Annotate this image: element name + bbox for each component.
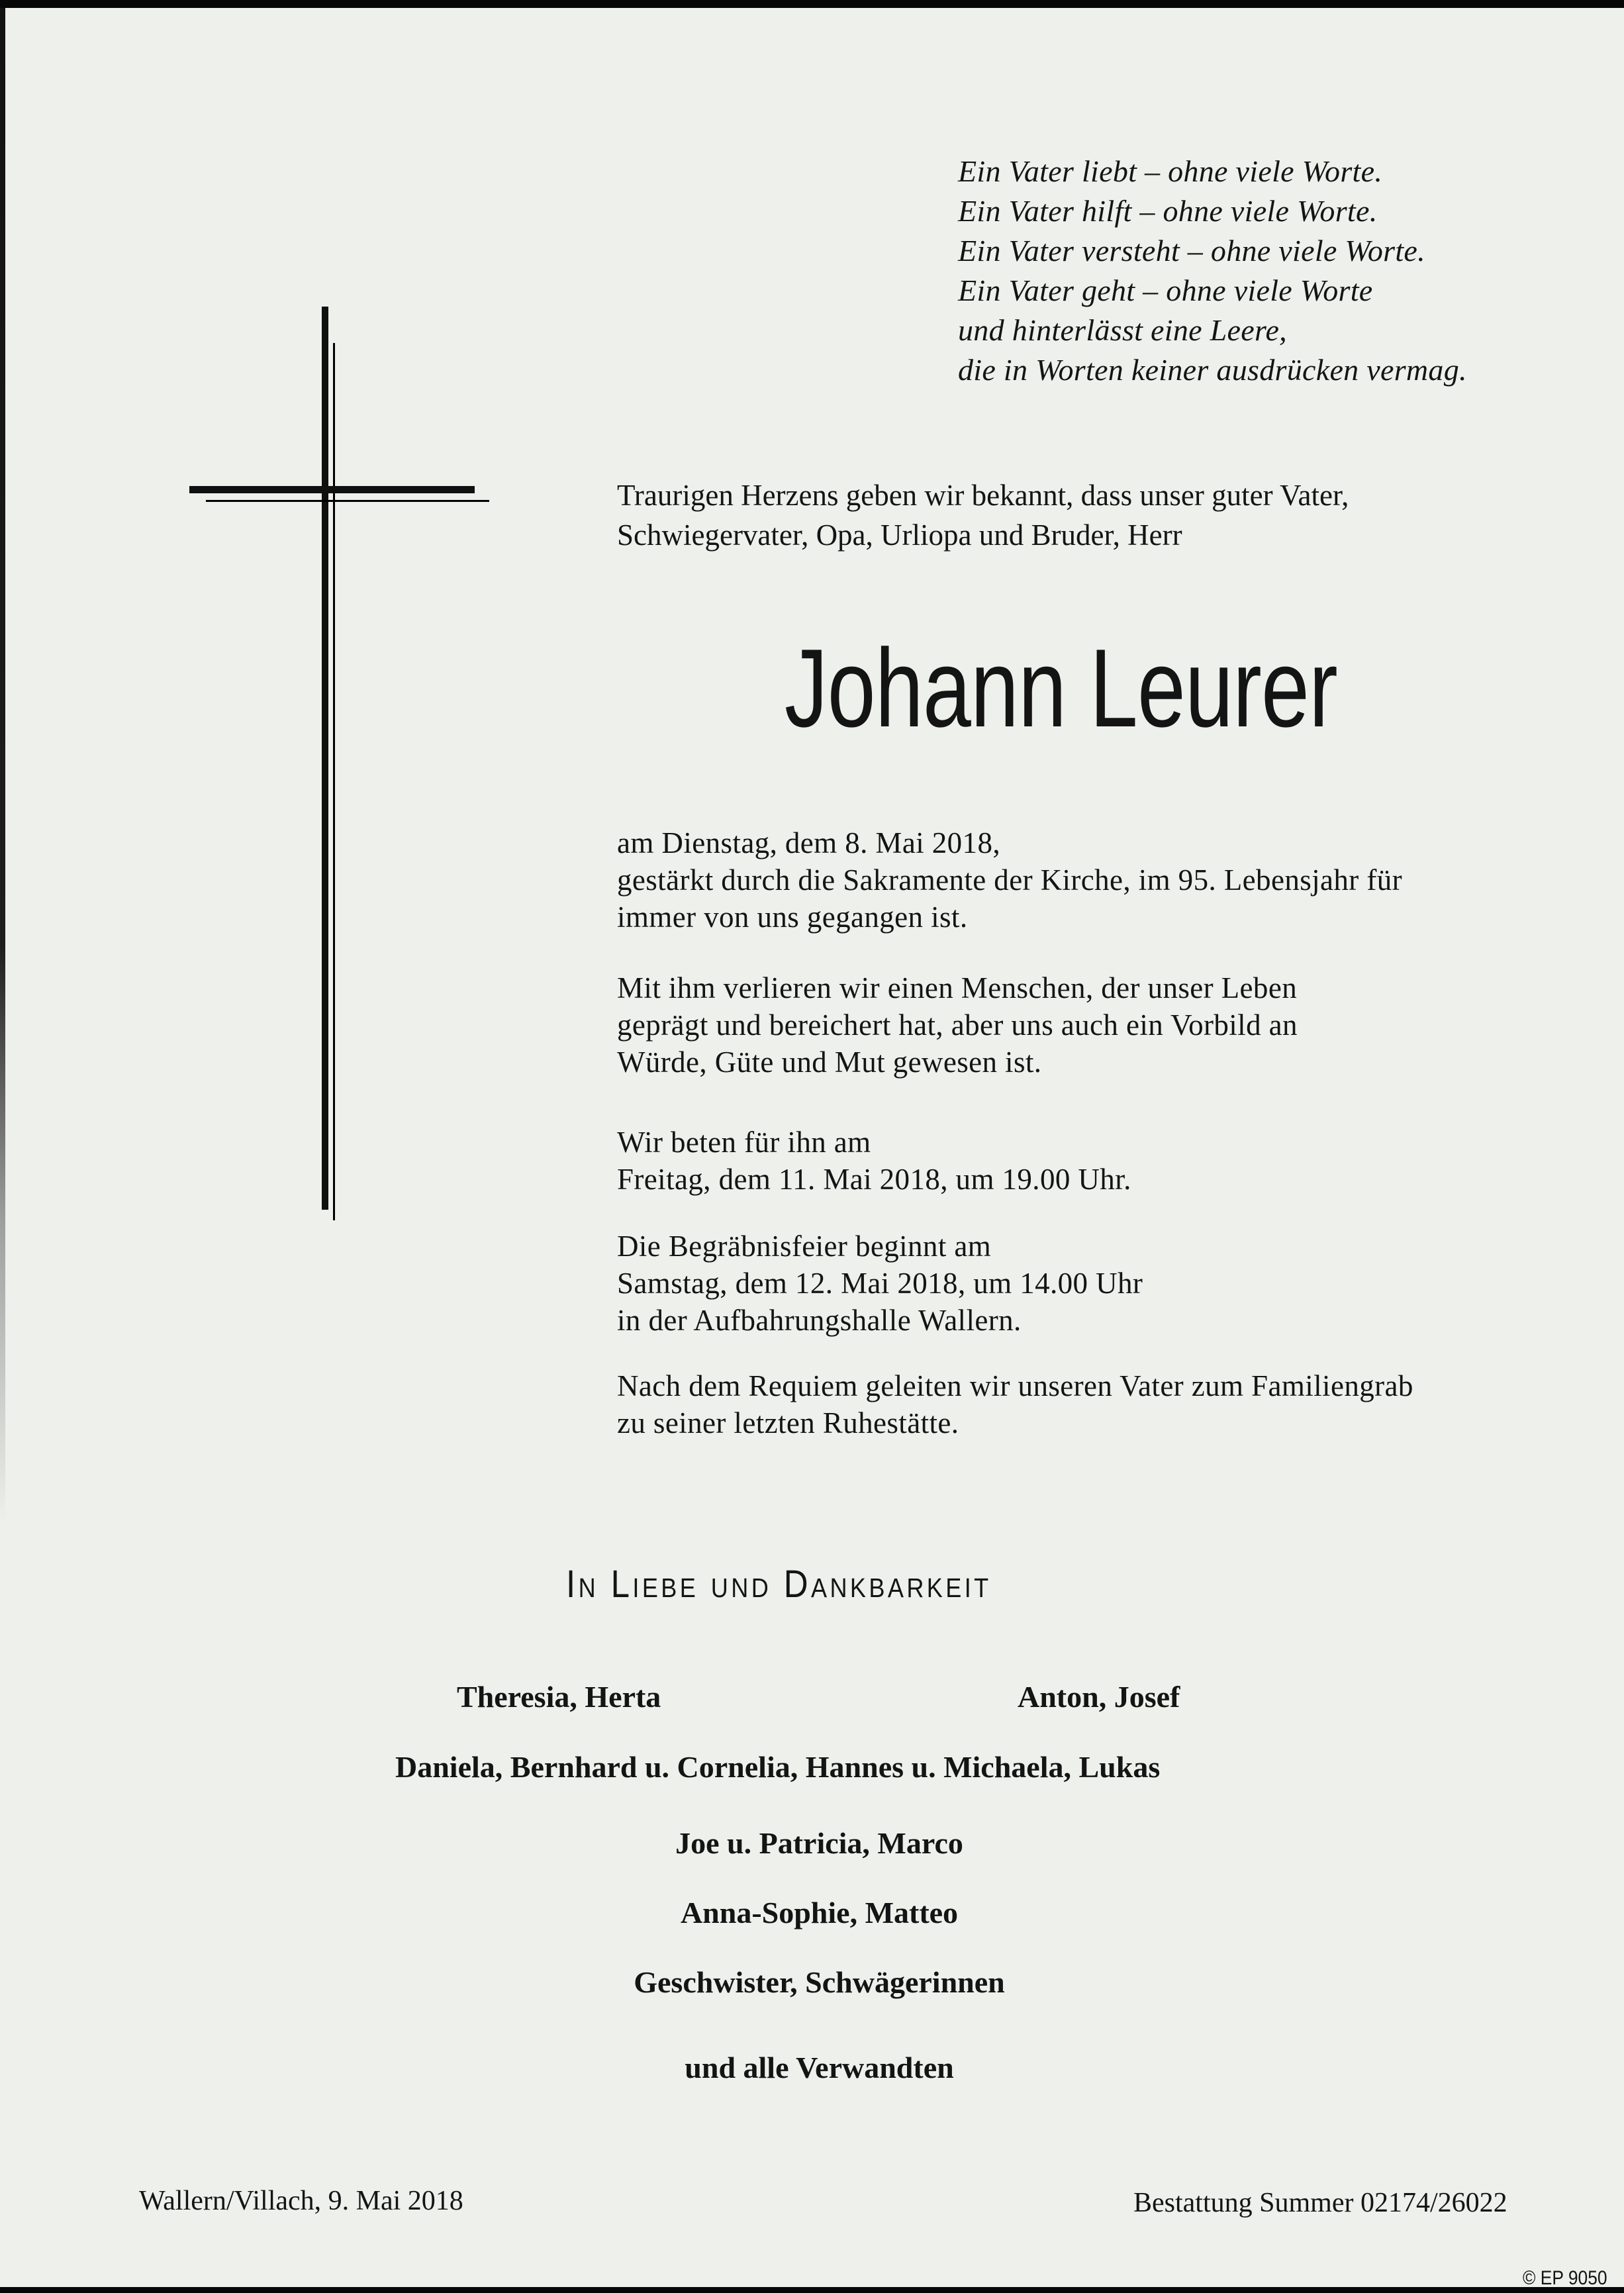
funeral-home-contact: Bestattung Summer 02174/26022 [1133,2188,1507,2218]
paragraph-line: Samstag, dem 12. Mai 2018, um 14.00 Uhr [617,1267,1143,1300]
poem-line: Ein Vater hilft – ohne viele Worte. [958,194,1378,228]
paragraph-line: geprägt und bereichert hat, aber uns auch ein Vorbild an [617,1008,1298,1042]
tribute-paragraph [617,969,1298,1081]
paragraph-line: gestärkt durch die Sakramente der Kirche, im 95. Lebensjahr für [617,863,1403,897]
announcement-line: Traurigen Herzens geben wir bekannt, dass unser guter Vater, [617,479,1349,512]
paragraph-line: Mit ihm verlieren wir einen Menschen, der unser Leben [617,971,1298,1004]
poem [958,152,1467,390]
poem-line: die in Worten keiner ausdrücken vermag. [958,353,1467,387]
scan-edge-bottom [0,2287,1624,2293]
mourner-name: Geschwister, Schwägerinnen [634,1965,1005,1999]
mourner-name: und alle Verwandten [685,2051,954,2084]
mourner-name: Anton, Josef [1018,1680,1180,1714]
scan-edge-top [0,0,1624,8]
paragraph-line: Nach dem Requiem geleiten wir unseren Vater zum Familiengrab [617,1369,1413,1402]
deceased-name: Johann Leurer [785,626,1337,750]
funeral-paragraph [617,1228,1143,1339]
poem-line: Ein Vater geht – ohne viele Worte [958,273,1373,307]
mourner-name: Joe u. Patricia, Marco [675,1826,963,1860]
paragraph-line: immer von uns gegangen ist. [617,901,968,934]
closing-heading: In Liebe und Dankbarkeit [566,1563,992,1606]
paragraph-line: Die Begräbnisfeier beginnt am [617,1230,992,1263]
mourner-name: Theresia, Herta [457,1680,661,1714]
poem-line: und hinterlässt eine Leere, [958,313,1287,347]
poem-line: Ein Vater liebt – ohne viele Worte. [958,154,1383,188]
requiem-paragraph [617,1367,1413,1441]
mourner-name: Anna-Sophie, Matteo [680,1896,959,1929]
paragraph-line: Würde, Güte und Mut gewesen ist. [617,1046,1042,1079]
cross-vertical-thin-line [333,343,335,1220]
place-date: Wallern/Villach, 9. Mai 2018 [139,2186,463,2216]
cross-horizontal-thick-line [189,486,475,493]
announcement-line: Schwiegervater, Opa, Urliopa und Bruder, Herr [617,518,1182,552]
cross-vertical-thick-line [322,307,328,1210]
mourner-name: Daniela, Bernhard u. Cornelia, Hannes u. Michaela, Lukas [395,1750,1161,1784]
paragraph-line: in der Aufbahrungshalle Wallern. [617,1304,1022,1337]
paragraph-line: am Dienstag, dem 8. Mai 2018, [617,826,1000,859]
poem-line: Ein Vater versteht – ohne viele Worte. [958,234,1425,268]
paragraph-line: Wir beten für ihn am [617,1126,871,1159]
prayer-paragraph [617,1124,1131,1198]
paragraph-line: zu seiner letzten Ruhestätte. [617,1406,959,1439]
print-code: © EP 9050 [1523,2267,1607,2289]
death-date-paragraph [617,824,1402,936]
announcement [617,475,1349,555]
paragraph-line: Freitag, dem 11. Mai 2018, um 19.00 Uhr. [617,1163,1131,1196]
cross-horizontal-thin-line [206,500,489,502]
scan-edge-left [0,7,5,1523]
